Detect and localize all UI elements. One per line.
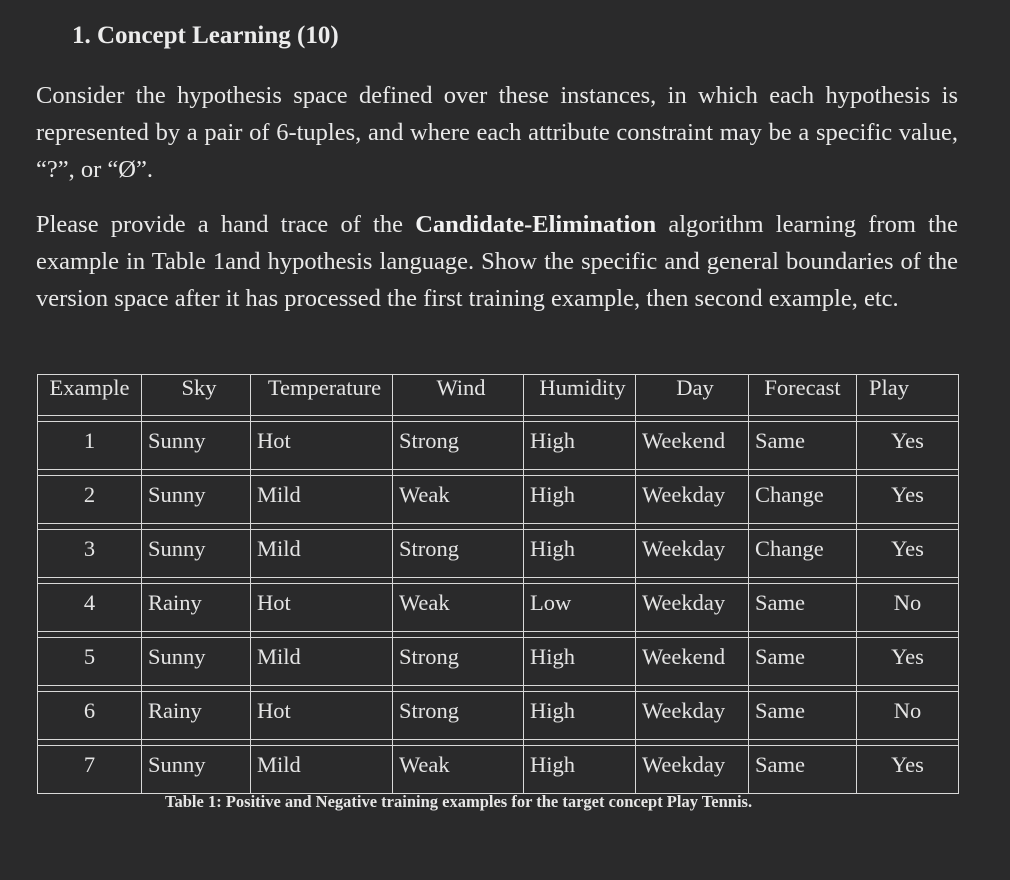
- header-sky: Sky: [142, 375, 251, 416]
- section-heading: 1. Concept Learning (10): [72, 22, 339, 49]
- cell-day: Weekend: [636, 422, 749, 470]
- task-paragraph: [36, 206, 958, 317]
- table-caption: Table 1: Positive and Negative training examples for the target concept Play Tennis.: [165, 792, 753, 811]
- cell-play: Yes: [857, 638, 959, 686]
- cell-forecast: Same: [749, 746, 857, 794]
- cell-humidity: High: [524, 476, 636, 524]
- cell-temperature: Mild: [251, 530, 393, 578]
- cell-sky: Sunny: [142, 530, 251, 578]
- cell-sky: Sunny: [142, 638, 251, 686]
- task-text-before: Please provide a hand trace of the: [36, 211, 416, 238]
- cell-humidity: Low: [524, 584, 636, 632]
- training-examples-table: [37, 374, 958, 794]
- algorithm-name: Candidate-Elimination: [415, 211, 657, 238]
- cell-play: Yes: [857, 476, 959, 524]
- header-example: Example: [38, 375, 142, 416]
- cell-example: 2: [38, 476, 142, 524]
- cell-wind: Weak: [393, 746, 524, 794]
- cell-wind: Weak: [393, 584, 524, 632]
- cell-forecast: Same: [749, 638, 857, 686]
- cell-day: Weekend: [636, 638, 749, 686]
- cell-temperature: Mild: [251, 746, 393, 794]
- cell-example: 6: [38, 692, 142, 740]
- cell-temperature: Mild: [251, 638, 393, 686]
- table-row: [38, 638, 959, 686]
- cell-wind: Strong: [393, 422, 524, 470]
- table-row: [38, 692, 959, 740]
- cell-temperature: Hot: [251, 584, 393, 632]
- cell-forecast: Same: [749, 584, 857, 632]
- cell-example: 4: [38, 584, 142, 632]
- intro-paragraph: Consider the hypothesis space defined over these instances, in which each hypothesis is represented by a pair of 6-tuples, and where each attribute constraint may be a specific value, “?”, or “Ø”.: [36, 82, 958, 183]
- cell-example: 7: [38, 746, 142, 794]
- table-header-row: [38, 375, 959, 416]
- header-humidity: Humidity: [524, 375, 636, 416]
- cell-example: 1: [38, 422, 142, 470]
- table-row: [38, 530, 959, 578]
- cell-forecast: Same: [749, 692, 857, 740]
- table-row: [38, 584, 959, 632]
- cell-temperature: Hot: [251, 692, 393, 740]
- cell-sky: Sunny: [142, 422, 251, 470]
- header-play: Play: [857, 375, 959, 416]
- cell-humidity: High: [524, 638, 636, 686]
- cell-day: Weekday: [636, 692, 749, 740]
- cell-play: No: [857, 692, 959, 740]
- header-wind: Wind: [393, 375, 524, 416]
- table-row: [38, 476, 959, 524]
- task-text-after: algorithm learning from the example in Table 1and hypothesis language. Show the specific and general boundaries of the version space after it has processed the first training example, then second example, etc.: [36, 211, 958, 312]
- cell-wind: Strong: [393, 692, 524, 740]
- cell-example: 5: [38, 638, 142, 686]
- header-forecast: Forecast: [749, 375, 857, 416]
- cell-play: Yes: [857, 422, 959, 470]
- header-day: Day: [636, 375, 749, 416]
- cell-forecast: Change: [749, 476, 857, 524]
- cell-play: Yes: [857, 746, 959, 794]
- cell-day: Weekday: [636, 530, 749, 578]
- cell-wind: Weak: [393, 476, 524, 524]
- table-row: [38, 422, 959, 470]
- cell-sky: Rainy: [142, 584, 251, 632]
- cell-day: Weekday: [636, 746, 749, 794]
- cell-play: Yes: [857, 530, 959, 578]
- cell-sky: Sunny: [142, 746, 251, 794]
- cell-sky: Sunny: [142, 476, 251, 524]
- cell-wind: Strong: [393, 638, 524, 686]
- cell-humidity: High: [524, 530, 636, 578]
- cell-play: No: [857, 584, 959, 632]
- header-temperature: Temperature: [251, 375, 393, 416]
- cell-humidity: High: [524, 692, 636, 740]
- cell-temperature: Hot: [251, 422, 393, 470]
- cell-temperature: Mild: [251, 476, 393, 524]
- cell-day: Weekday: [636, 584, 749, 632]
- cell-forecast: Same: [749, 422, 857, 470]
- cell-day: Weekday: [636, 476, 749, 524]
- cell-sky: Rainy: [142, 692, 251, 740]
- cell-humidity: High: [524, 746, 636, 794]
- cell-humidity: High: [524, 422, 636, 470]
- cell-wind: Strong: [393, 530, 524, 578]
- table-row: [38, 746, 959, 794]
- cell-forecast: Change: [749, 530, 857, 578]
- cell-example: 3: [38, 530, 142, 578]
